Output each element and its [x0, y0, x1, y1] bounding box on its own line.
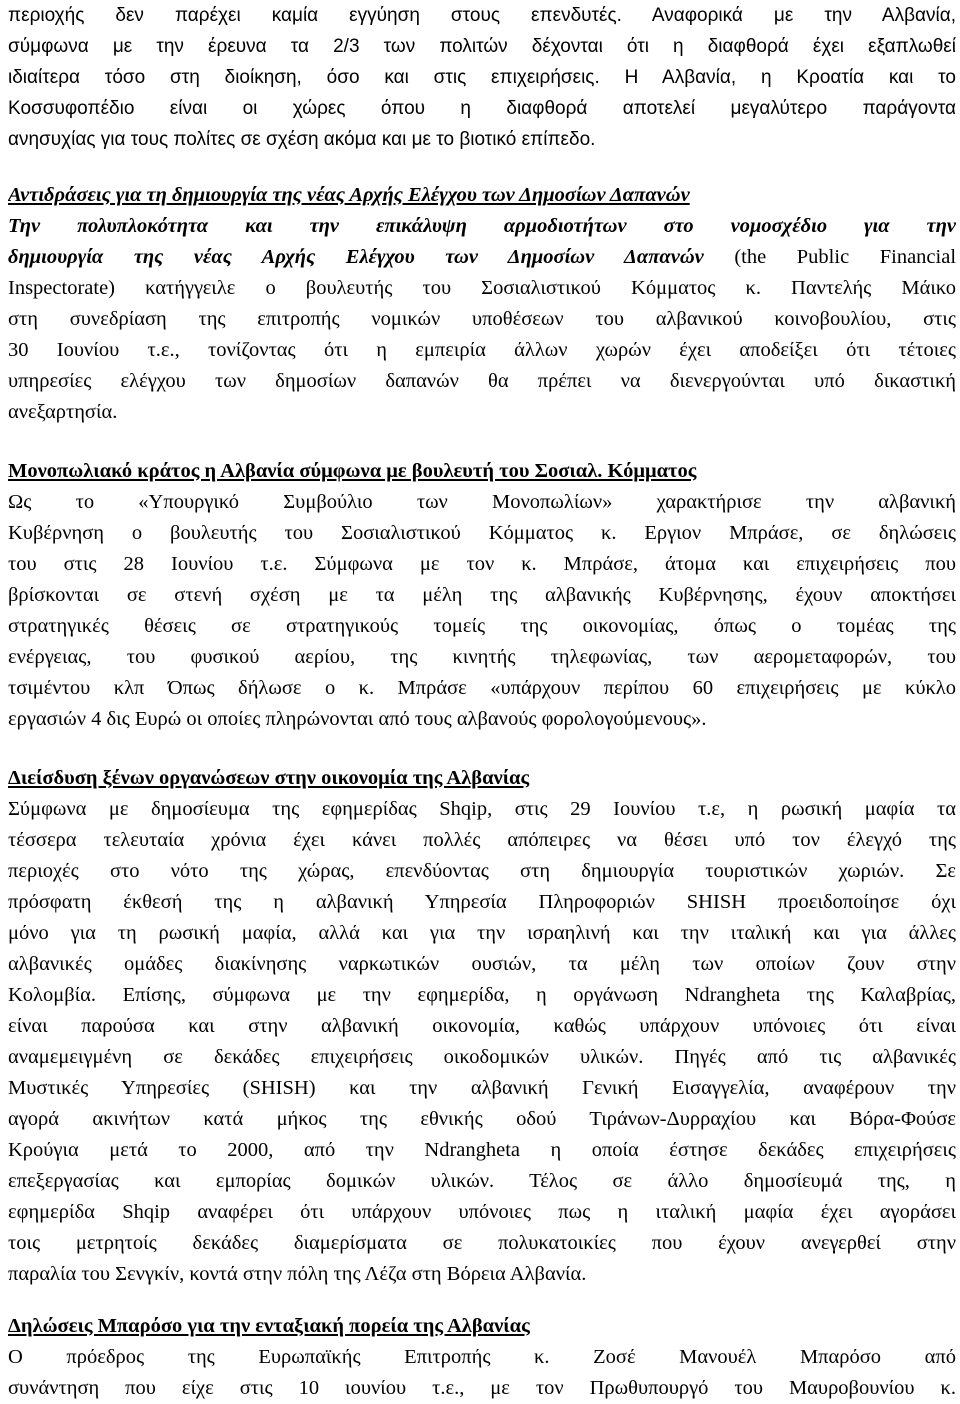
section-public-spending-authority [8, 180, 956, 428]
paragraph-line: μόνο για τη ρωσική μαφία, αλλά και για την ισραηλινή και την ιταλική και για άλλες [8, 922, 956, 944]
paragraph-line: τοις μετρητοίς δεκάδες διαμερίσματα σε πολυκατοικίες που έχουν ανεγερθεί στην [8, 1232, 956, 1254]
heading-text: Δηλώσεις Μπαρόσο για την ενταξιακή πορεία της Αλβανίας [8, 1315, 530, 1337]
paragraph-line: ιδιαίτερα τόσο στη διοίκηση, όσο και στις επιχειρήσεις. Η Αλβανία, η Κροατία και το [8, 67, 956, 88]
paragraph-line: πρόσφατη έκθεσή της η αλβανική Υπηρεσία Πληροφοριών SHISH προειδοποίησε όχι [8, 891, 956, 913]
paragraph-line: 30 Ιουνίου τ.ε., τονίζοντας ότι η εμπειρία άλλων χωρών έχει αποδείξει ότι τέτοιες [8, 339, 956, 361]
paragraph-line: αλβανικές ομάδες διακίνησης ναρκωτικών ουσιών, τα μέλη των οποίων ζουν στην [8, 953, 956, 975]
paragraph-line: του στις 28 Ιουνίου τ.ε. Σύμφωνα με τον κ. Μπράσε, άτομα και επιχειρήσεις που [8, 553, 956, 575]
paragraph-line: επεξεργασίας και εμπορίας δομικών υλικών. Τέλος σε άλλο δημοσίευμά της, η [8, 1170, 956, 1192]
section-heading [8, 1311, 956, 1342]
section-heading [8, 456, 956, 487]
paragraph-line: Ως το «Υπουργικό Συμβούλιο των Μονοπωλίων» χαρακτήρισε την αλβανική [8, 491, 956, 513]
paragraph-line: περιοχής δεν παρέχει καμία εγγύηση στους επενδυτές. Αναφορικά με την Αλβανία, [8, 5, 956, 26]
paragraph-line: βρίσκονται σε στενή σχέση με τα μέλη της αλβανικής Κυβέρνησης, έχουν αποκτήσει [8, 584, 956, 606]
paragraph-line: Κοσσυφοπέδιο είναι οι χώρες όπου η διαφθορά αποτελεί μεγαλύτερο παράγοντα [8, 98, 956, 119]
paragraph-line: παραλία του Σενγκίν, κοντά στην πόλη της Λέζα στη Βόρεια Αλβανία. [8, 1263, 587, 1285]
heading-text: Μονοπωλιακό κράτος η Αλβανία σύμφωνα με βουλευτή του Σοσιαλ. Κόμματος [8, 460, 697, 482]
bold-phrase: δημιουργία της νέας Αρχής Ελέγχου των Δημοσίων Δαπανών [8, 246, 704, 268]
paragraph-line: Την πολυπλοκότητα και την επικάλυψη αρμοδιοτήτων στο νομοσχέδιο για την [8, 215, 956, 237]
paragraph-line: υπηρεσίες ελέγχου των δημοσίων δαπανών θα πρέπει να διενεργούνται υπό δικαστική [8, 370, 956, 392]
paragraph-line: Inspectorate) κατήγγειλε ο βουλευτής του Σοσιαλιστικού Κόμματος κ. Παντελής Μάικο [8, 277, 956, 299]
paragraph-line: είναι παρούσα και στην αλβανική οικονομία, καθώς υπάρχουν υπόνοιες ότι είναι [8, 1015, 956, 1037]
paragraph-line: Κολομβία. Επίσης, σύμφωνα με την εφημερίδα, η οργάνωση Ndrangheta της Καλαβρίας, [8, 984, 956, 1006]
paragraph-line: αγορά ακινήτων κατά μήκος της εθνικής οδού Τιράνων-Δυρραχίου και Βόρα-Φούσε [8, 1108, 956, 1130]
section-foreign-organizations [8, 763, 956, 1290]
paragraph-line: εφημερίδα Shqip αναφέρει ότι υπάρχουν υπόνοιες πως η ιταλική μαφία έχει αγοράσει [8, 1201, 956, 1223]
paragraph-line: ανησυχίας για τους πολίτες σε σχέση ακόμα και με το βιοτικό επίπεδο. [8, 129, 596, 150]
section-heading [8, 180, 956, 211]
intro-paragraph [8, 0, 956, 155]
paragraph-line [8, 242, 956, 273]
heading-text: Διείσδυση ξένων οργανώσεων στην οικονομία της Αλβανίας [8, 767, 530, 789]
paragraph-line: Σύμφωνα με δημοσίευμα της εφημερίδας Shqip, στις 29 Ιουνίου τ.ε, η ρωσική μαφία τα [8, 798, 956, 820]
section-monopoly-state [8, 456, 956, 735]
paragraph-line: στη συνεδρίαση της επιτροπής νομικών υποθέσεων του αλβανικού κοινοβουλίου, στις [8, 308, 956, 330]
heading-text: Αντιδράσεις για τη δημιουργία της νέας Αρχής Ελέγχου των Δημοσίων Δαπανών [8, 184, 690, 206]
paragraph-line: περιοχές στο νότο της χώρας, επενδύοντας στη δημιουργία τουριστικών χωριών. Σε [8, 860, 956, 882]
paragraph-line: συνάντηση που είχε στις 10 ιουνίου τ.ε., με τον Πρωθυπουργό του Μαυροβουνίου κ. [8, 1377, 956, 1399]
paragraph-line: εργασιών 4 δις Ευρώ οι οποίες πληρώνονται από τους αλβανούς φορολογούμενους». [8, 708, 707, 730]
paragraph-line: σύμφωνα με την έρευνα τα 2/3 των πολιτών δέχονται ότι η διαφθορά έχει εξαπλωθεί [8, 36, 956, 57]
paragraph-line: Μυστικές Υπηρεσίες (SHISH) και την αλβανική Γενική Εισαγγελία, αναφέρουν την [8, 1077, 956, 1099]
paragraph-line: Κρούγια μετά το 2000, από την Ndrangheta η οποία έστησε δεκάδες επιχειρήσεις [8, 1139, 956, 1161]
section-heading [8, 763, 956, 794]
paragraph-line: στρατηγικές θέσεις σε στρατηγικούς τομείς της οικονομίας, όπως ο τομέας της [8, 615, 956, 637]
paragraph-line: τέσσερα τελευταία χρόνια έχει κάνει πολλές απόπειρες να θέσει υπό τον έλεγχό της [8, 829, 956, 851]
paragraph-line: Ο πρόεδρος της Ευρωπαϊκής Επιτροπής κ. Ζοσέ Μανουέλ Μπαρόσο από [8, 1346, 956, 1368]
paragraph-line: τσιμέντου κλπ Όπως δήλωσε ο κ. Μπράσε «υπάρχουν περίπου 60 επιχειρήσεις με κύκλο [8, 677, 956, 699]
paragraph-line: Κυβέρνηση ο βουλευτής του Σοσιαλιστικού Κόμματος κ. Εργιον Μπράσε, σε δηλώσεις [8, 522, 956, 544]
paragraph-line: ενέργειας, του φυσικού αερίου, της κινητής τηλεφωνίας, των αερομεταφορών, του [8, 646, 956, 668]
section-barroso-statements [8, 1311, 956, 1404]
paragraph-line: ανεξαρτησία. [8, 401, 118, 423]
paragraph-line: αναμεμειγμένη σε δεκάδες επιχειρήσεις οικοδομικών υλικών. Πηγές από τις αλβανικές [8, 1046, 956, 1068]
line-rest: (the Public Financial [703, 246, 956, 268]
